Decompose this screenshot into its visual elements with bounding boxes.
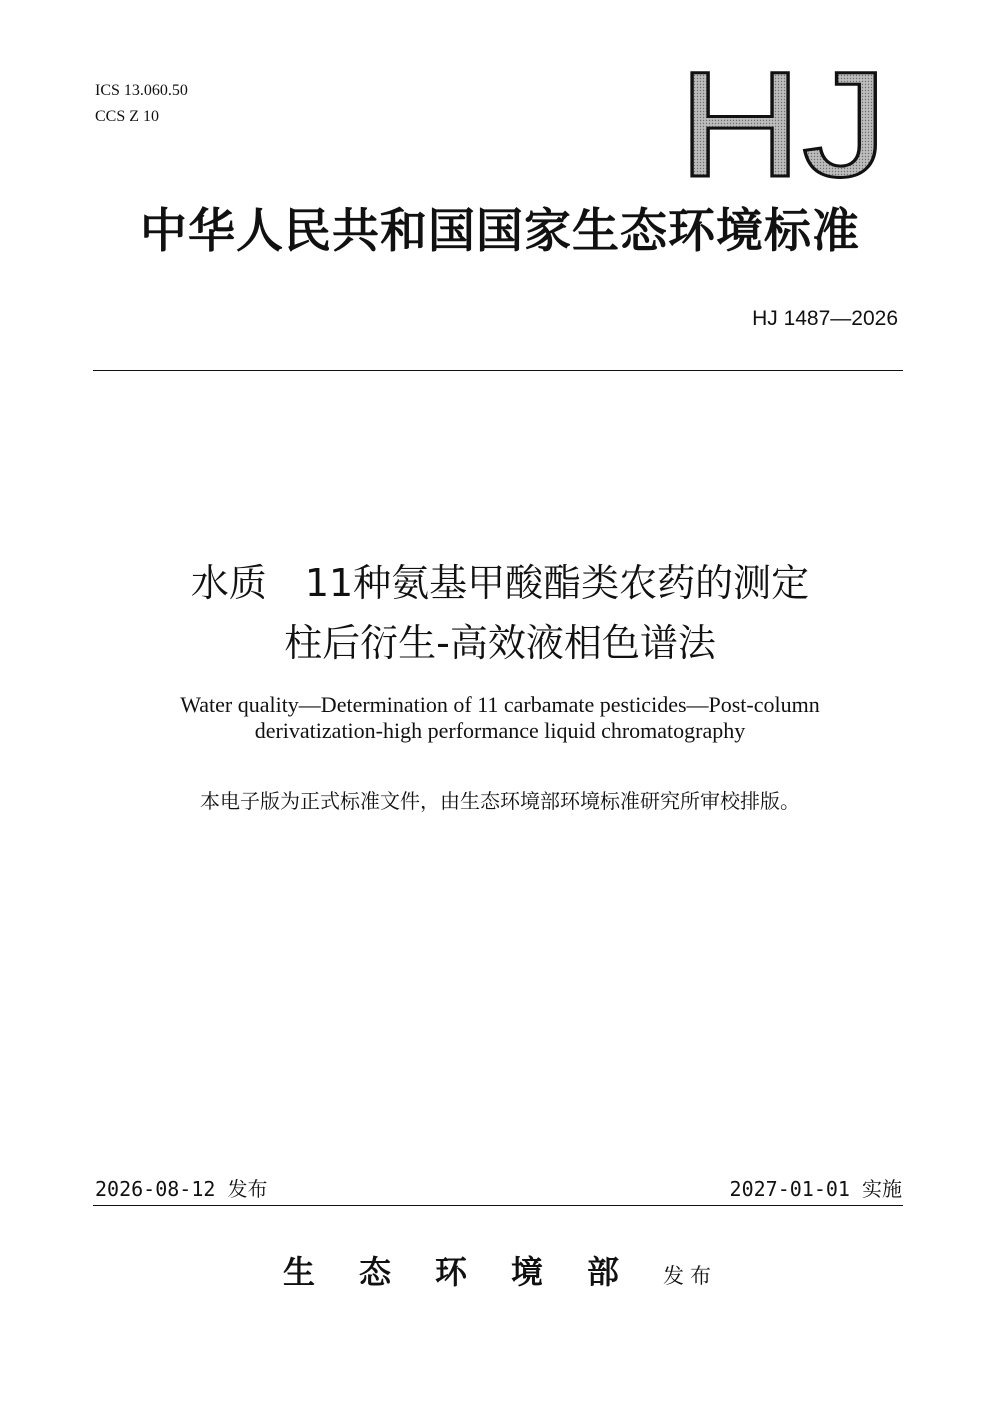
publisher-suffix: 发布 [663, 1264, 717, 1288]
ics-code: ICS 13.060.50 [95, 82, 188, 99]
publisher [0, 1250, 1000, 1300]
title-english-line-1: Water quality—Determination of 11 carbamate pesticides—Post-column [180, 692, 820, 717]
publisher-name: 生态环境部 [282, 1253, 663, 1291]
hj-logo-text: HJ [678, 68, 888, 186]
title-chinese-line-2: 柱后衍生-高效液相色谱法 [284, 621, 716, 665]
issue-date: 2026-08-12 发布 [95, 1177, 268, 1201]
hj-logo [672, 68, 894, 186]
title-chinese [0, 553, 1000, 673]
ccs-code: CCS Z 10 [95, 108, 160, 125]
implementation-date: 2027-01-01 实施 [729, 1177, 902, 1201]
classification-codes [95, 78, 188, 130]
header-divider [93, 370, 903, 371]
title-chinese-line-1: 水质 11种氨基甲酸酯类农药的测定 [190, 561, 810, 605]
title-english [0, 692, 1000, 744]
title-english-line-2: derivatization-high performance liquid chromatography [254, 718, 746, 743]
standard-number: HJ 1487—2026 [752, 307, 898, 330]
organization-title: 中华人民共和国国家生态环境标准 [140, 204, 860, 259]
edition-notice: 本电子版为正式标准文件，由生态环境部环境标准研究所审校排版。 [200, 789, 800, 813]
footer-divider [93, 1205, 903, 1206]
